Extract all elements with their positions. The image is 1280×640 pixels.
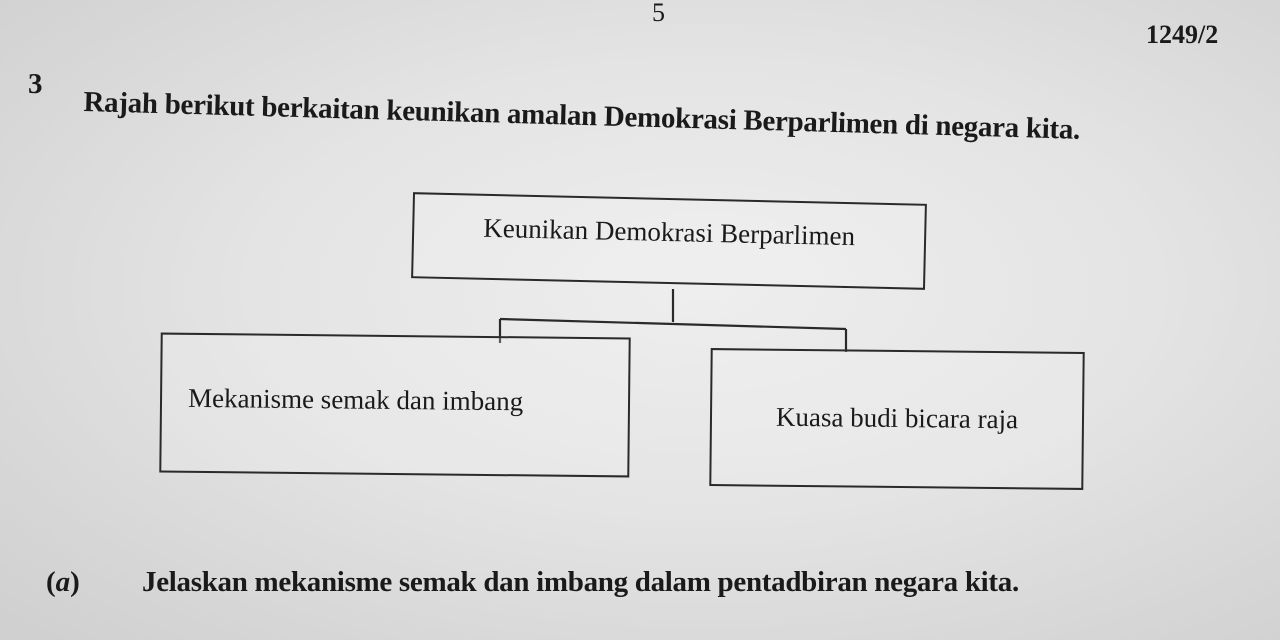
sub-question-text: Jelaskan mekanisme semak dan imbang dalam pentadbiran negara kita. (142, 566, 1019, 598)
diagram-child-label-royal-discretion: Kuasa budi bicara raja (775, 401, 1019, 434)
diagram-root-label: Keunikan Demokrasi Berparlimen (482, 212, 856, 251)
sub-question-label-open: ( (46, 566, 56, 598)
question-text: Rajah berikut berkaitan keunikan amalan Demokrasi Berparlimen di negara kita. (83, 86, 1081, 146)
diagram-root-box (411, 192, 927, 290)
sub-question-letter: a (55, 566, 71, 598)
diagram-child-box-royal-discretion (709, 348, 1084, 490)
sub-question-label (46, 566, 80, 599)
diagram-child-label-checks-balances: Mekanisme semak dan imbang (187, 382, 524, 416)
sub-question-label-close: ) (70, 566, 80, 598)
paper-code: 1249/2 (1146, 20, 1219, 49)
diagram-child-box-checks-balances (159, 333, 630, 478)
page-number: 5 (652, 0, 665, 27)
question-number: 3 (28, 68, 43, 100)
